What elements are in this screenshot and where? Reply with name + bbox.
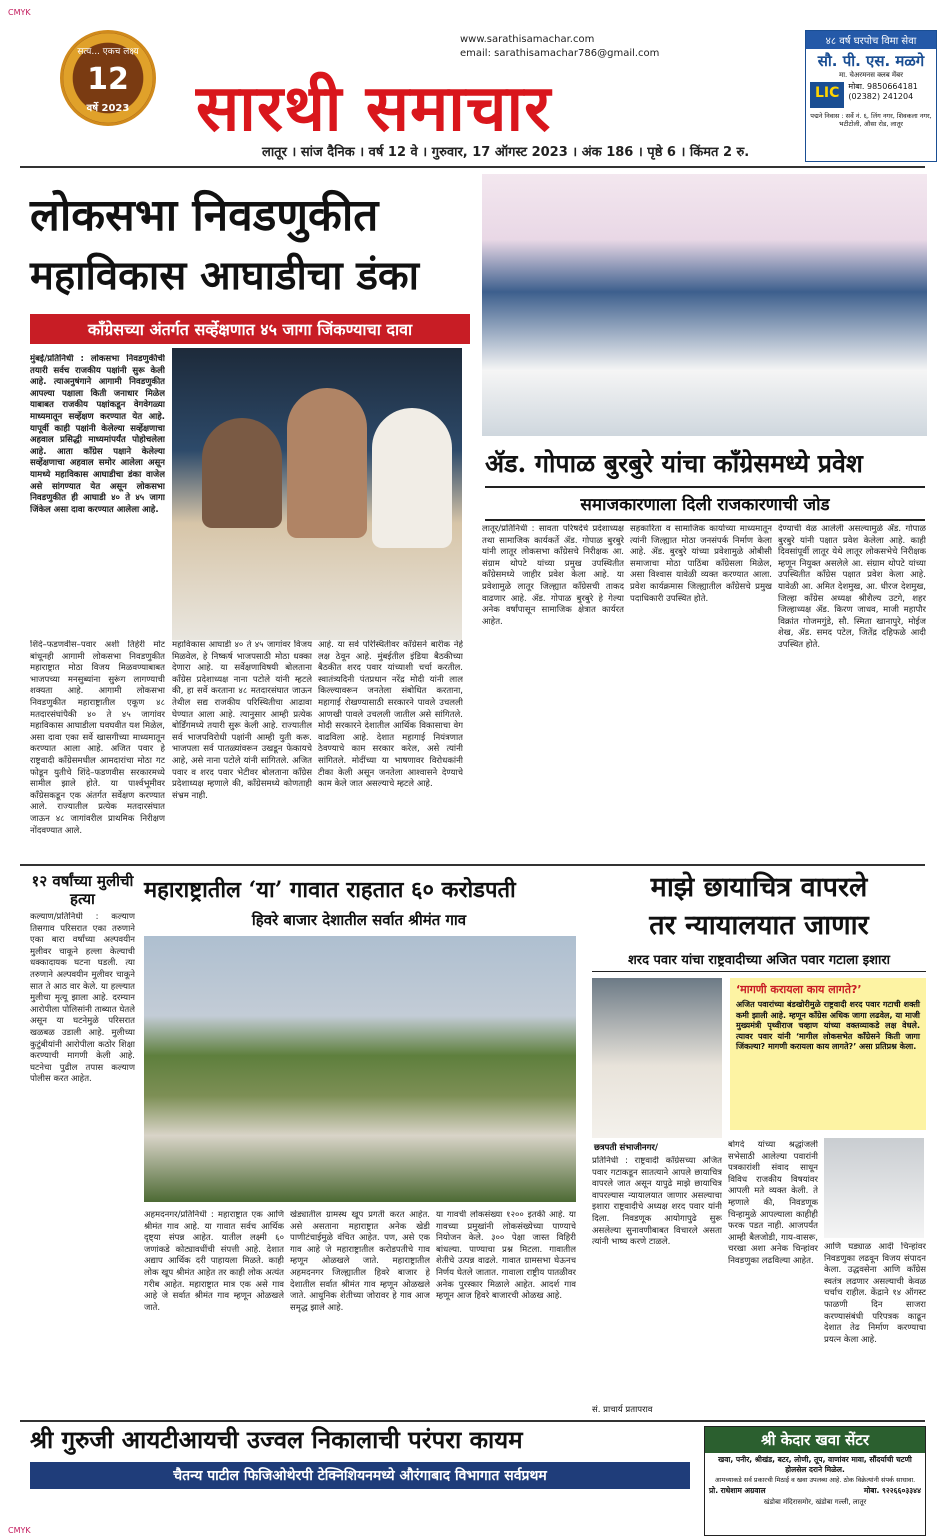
lead-headline-1: लोकसभा निवडणुकीत (30, 190, 379, 241)
crorepati-col-3: या गावची लोकसंख्या १२०० इतकी आहे. या गावच्या प्रमुखांनी लोकसंख्येच्या पाण्याचे नियोजन केले. ३०० पेक्षा जास्त विहिरी बांधल्या. पाण्याचा प्रश्न मिटला. गावातील शेतीचे उत्पन्न वाढले. गावात ग्रामसभा घेऊनच निर्णय घेतले जातात. गावाला राष्ट्रीय पातळीवर अनेक पुरस्कार मिळाले आहेत. आदर्श गाव म्हणून आज हिवरे बाजारची ओळख आहे. (436, 1210, 576, 1302)
crorepati-col-2: खेड्यातील ग्रामस्थ खूप प्रगती करत आहेत. असे असताना महाराष्ट्रात अनेक खेडी पाणीटंचाईमुळे वंचित आहेत. पण, असे एक गाव आहे जे महाराष्ट्रातील करोडपतीचे गाव म्हणून ओळखले जाते. महाराष्ट्रातील अहमदनगर जिल्ह्यातील हिवरे बाजार हे देशातील सर्वात श्रीमंत गाव म्हणून ओळखले जाते. आधुनिक शेतीच्या जोरावर हे गाव आज समृद्ध झाले आहे. (290, 1210, 430, 1313)
khava-note: आमच्याकडे सर्व प्रकारची मिठाई व खवा उपलब्ध आहे. ठोक विक्रेत्यांनी संपर्क साधावा. (714, 1476, 916, 1484)
lic-logo: LIC (810, 82, 844, 108)
lead-intro: मुंबई/प्रतिनिधी : लोकसभा निवडणुकीची तयारी सर्वच राजकीय पक्षांनी सुरू केली आहे. त्याअनुषंगाने आगामी निवडणुकीत आपल्या पक्षाला किती जनाधार मिळेल याबाबत राजकीय पक्षांकडून वेगवेगळ्या माध्यमातून सर्व्हेक्षण करण्यात येत आहे. यापूर्वी काही पक्षांनी केलेल्या सर्व्हेक्षणाचा अहवाल प्रसिद्धी माध्यमांपर्यंत पोहोचलेला आहे. आता काँग्रेस पक्षाने केलेल्या सर्व्हेक्षणाचा अहवाल समोर आलेला असून यामध्ये महाविकास आघाडीचा डंका वाजेल असे सांगण्यात येत असून लोकसभा निवडणुकीत ही आघाडी ४० ते ४५ जागा जिंकेल असा दावा करण्यात आलेला आहे. (30, 354, 165, 515)
badge-year: वर्षे 2023 (86, 103, 130, 114)
pawar-headline-1: माझे छायाचित्र वापरले (650, 872, 868, 903)
lic-ad-tagline: ४८ वर्ष घरपोच विमा सेवा (806, 31, 936, 49)
lead-col-3: आहे. या सर्व परिस्थितीवर काँग्रेसने बारीक नेहे लक्ष ठेवून आहे. मुंबईतील इंडिया बैठकीच्या बैठकीत शरद पवार यांच्याशी चर्चा करतील. स्वातंत्र्यदिनी पंतप्रधान नरेंद्र मोदी यांनी लाल किल्ल्यावरून जनतेला संबोधित करताना, महागाई रोखण्यासाठी सरकारने पावले उचलली आणखी पावले उचलली जातील असे सांगितले. मोदी सरकारने देशातील आर्थिक विकासाचा वेग वाढविला आहे. देशात महागाई नियंत्रणात ठेवण्याचे काम सरकार करेल, असे त्यांनी सांगितले. मोदींच्या या भाषणावर विरोधकांनी टीका केली असून जनतेला आश्वासने देण्याचे काम केले जात असल्याचे म्हटले आहे. (318, 640, 463, 790)
lead-subhead: काँग्रेसच्या अंतर्गत सर्व्हेक्षणात ४५ जागा जिंकण्याचा दावा (30, 314, 470, 344)
lead-headline-2: महाविकास आघाडीचा डंका (30, 252, 419, 299)
pawar-byline: सं. प्राचार्य प्रतापराव (592, 1405, 653, 1415)
lic-mobile: मोबा. 9850664181 (848, 82, 918, 91)
website-link[interactable]: www.sarathisamachar.com (460, 34, 595, 45)
leaders-photo (172, 348, 462, 640)
lic-phone: (02382) 241204 (848, 92, 914, 101)
pawar-quote-box (730, 978, 926, 1130)
pawar-photo-caption: छत्रपती संभाजीनगर/ (594, 1143, 659, 1153)
email-link[interactable]: email: sarathisamachar786@gmail.com (460, 48, 660, 59)
congress-event-photo (482, 174, 927, 436)
congress-col-3: देण्याची वेळ आलेली असल्यामुळे ॲड. गोपाळ बुरबुरे यांनी पक्षात प्रवेश केलेला आहे. काही दिवसांपूर्वी लातूर येथे लातूर लोकसभेचे निरीक्षक म्हणून नियुक्त असलेले आ. संग्राम थोपटे यांच्या उपस्थितीत काँग्रेस पक्षात प्रवेश केला आहे. यावेळी आ. अमित देशमुख, आ. धीरज देशमुख, जिल्हा काँग्रेस अध्यक्ष श्रीशैल्य उटगे, शहर जिल्हाध्यक्ष ॲड. किरण जाधव, माजी महापौर विक्रांत गोजमगुंडे, सौ. स्मिता खानापुरे, मोईज शेख, ॲड. समद पटेल, जितेंद्र दहिफळे आदी उपस्थित होते. (778, 524, 926, 650)
khava-prop: प्रो. राधेशाम अग्रवाल (709, 1486, 766, 1495)
khava-contact: मोबा. ९२२६६०३३४४ (863, 1486, 921, 1495)
badge-number: 12 (87, 62, 129, 97)
iti-headline: श्री गुरुजी आयटीआयची उज्वल निकालाची परंपरा कायम (30, 1425, 523, 1454)
cmyk-marker-bottom: CMYK (8, 1526, 31, 1535)
crorepati-col-1: अहमदनगर/प्रतिनिधी : महाराष्ट्रात एक आणि श्रीमंत गाव आहे. या गावात सर्वच आर्थिक दृष्ट्या संपन्न आहेत. यातील लक्ष्मी ६० जणांकडे कोट्यावधींची संपत्ती आहे. देशात अद्याप आर्थिक दरी पाहायला मिळते. काही लोक खूप श्रीमंत आहेत तर काही लोक अत्यंत गरीब आहेत. महाराष्ट्रात मात्र एक असे गाव आहे जे सर्वात श्रीमंत गाव म्हणून ओळखले जाते. (144, 1210, 284, 1313)
badge-tagline: सत्य... एकच लक्ष्य (77, 47, 139, 57)
lic-ad-name: सौ. पी. एस. मळगे (817, 52, 925, 70)
congress-headline: ॲड. गोपाळ बुरबुरे यांचा काँग्रेसमध्ये प्रवेश (485, 449, 863, 478)
congress-col-2: सहकारिता व सामाजिक कार्याच्या माध्यमातून त्यांनी जिल्ह्यात मोठा जनसंपर्क निर्माण केला आहे. ॲड. बुरबुरे यांच्या प्रवेशामुळे ओबीसी समाजाचा मोठा पाठिंबा काँग्रेसला मिळेल, असा विश्वास यावेळी व्यक्त करण्यात आला. प्रवेश कार्यक्रमास जिल्ह्यातील काँग्रेसचे प्रमुख पदाधिकारी उपस्थित होते. (630, 524, 772, 604)
dateline: लातूर । सांज दैनिक । वर्ष 12 वे । गुरुवार, 17 ऑगस्ट 2023 । अंक 186 । पृष्ठे 6 । किंमत 2 रु. (262, 145, 750, 160)
pawar-col-2: बोगदे यांच्या श्रद्धांजली सभेसाठी आलेल्या पवारांनी पत्रकारांशी संवाद साधून विविध राजकीय विषयांवर आपली मते व्यक्त केली. ते म्हणाले की, निवडणूक चिन्हामुळे आपल्याला काहीही फरक पडत नाही. आजपर्यंत आम्ही बैलजोडी, गाय-वासरू, चरखा अशा अनेक चिन्हांवर निवडणुका लढविल्या आहेत. (728, 1140, 818, 1266)
ajit-pawar-photo (824, 1138, 924, 1238)
khava-address: खंडोबा मंदिरासमोर, खंडोबा गल्ली, लातूर (763, 1498, 867, 1506)
pawar-quote-body: अजित पवारांच्या बंडखोरीमुळे राष्ट्रवादी शरद पवार गटाची शक्ती कमी झाली आहे. म्हणून काँग्रेस अधिक जागा लढवेल, या माजी मुख्यमंत्री पृथ्वीराज चव्हाण यांच्या वक्तव्याकडे लक्ष वेधले. त्यावर पवार यांनी ‘मागील लोकसभेत काँग्रेसने किती जागा जिंकल्या? मागणी करायला काय लागते?’ असा प्रतिप्रश्न केला. (736, 1000, 920, 1051)
crorepati-headline: महाराष्ट्रातील ‘या’ गावात राहतात ६० करोडपती (144, 877, 516, 903)
sharad-pawar-photo (592, 978, 722, 1138)
murder-headline: १२ वर्षांच्या मुलीची हत्या (31, 872, 134, 908)
pawar-col-1: प्रतिनिधी : राष्ट्रवादी काँग्रेसच्या अजित पवार गटाकडून सातत्याने आपले छायाचित्र वापरले जात असून यापुढे माझे छायाचित्र वापरल्यास न्यायालयात जाणार असल्याचा इशारा राष्ट्रवादीचे अध्यक्ष शरद पवार यांनी दिला. निवडणूक आयोगापुढे सुरू असलेल्या सुनावणीबाबत विचारले असता त्यांनी भाष्य करणे टाळले. (592, 1156, 722, 1248)
lead-col-2: महाविकास आघाडी ४० ते ४५ जागांवर विजय मिळवेल, हे निष्कर्ष भाजपसाठी मोठा धक्का देणारा आहे. या सर्वेक्षणाविषयी बोलताना काँग्रेस प्रदेशाध्यक्ष नाना पटोले यांनी म्हटले की, हा सर्वे करताना ४८ मतदारसंघात जाऊन तेथील सद्य राजकीय परिस्थितीचा आढावा घेण्यात आला आहे. त्यानुसार आम्ही प्रत्येक बोर्डिंगमध्ये तयारी सुरू केली आहे. राज्यातील सर्व भाजपविरोधी पक्षांनी आम्ही युती करू. भाजपला सर्व पातळ्यांवरून उखडून फेकायचे आहे, असे नाना पटोले यांनी सांगितले. अजित पवार व शरद पवार भेटीवर बोलताना काँग्रेस प्रदेशाध्यक्ष म्हणाले की, काँग्रेसमध्ये कोणताही संभ्रम नाही. (172, 640, 312, 801)
pawar-subhead: शरद पवार यांचा राष्ट्रवादीच्या अजित पवार गटाला इशारा (592, 950, 926, 972)
crorepati-subhead: हिवरे बाजार देशातील सर्वात श्रीमंत गाव (251, 911, 467, 929)
lic-ad (805, 30, 937, 162)
village-photo (144, 936, 576, 1202)
lic-address: पद्मने निवास : सर्वे नं. ६, लिंग नगर, शिवकला नगर, भटीटोली, औसा रोड, लातूर (810, 112, 932, 128)
pawar-quote-title: ‘मागणी करायला काय लागते?’ (736, 983, 862, 996)
khava-ad (704, 1426, 926, 1536)
iti-subhead: चैतन्य पाटील फिजिओथेरपी टेक्निशियनमध्ये औरंगाबाद विभागात सर्वप्रथम (30, 1462, 690, 1489)
pawar-headline-2: तर न्यायालयात जाणार (649, 910, 869, 941)
pawar-col-3: आणि घड्याळ आदी चिन्हांवर निवडणुका लढवून विजय संपादन केला. उद्धवसेना आणि काँग्रेस स्वतंत्र लढणार असल्याची केवळ चर्चाच राहील. केंद्राने १४ ऑगस्ट फाळणी दिन साजरा करण्यासंबंधी परिपत्रक काढून देशात तेढ निर्माण करण्याचा प्रयत्न केला आहे. (824, 1242, 926, 1345)
cmyk-marker-top: CMYK (8, 8, 31, 17)
murder-body: कल्याण/प्रतिनिधी : कल्याण तिसगाव परिसरात एका तरुणाने एका बारा वर्षांच्या अल्पवयीन मुलीवर चाकूने हल्ला केल्याची धक्कादायक घटना घडली. त्या तरुणाने अल्पवयीन मुलीवर चाकूने सात ते आठ वार केले. या हल्ल्यात मुलीचा मृत्यू झाला आहे. दरम्यान आरोपीला पोलिसांनी ताब्यात घेतले असून या घटनेमुळे परिसरात खळबळ उडाली आहे. मुलीच्या कुटुंबीयांनी आरोपीला कठोर शिक्षा करण्याची मागणी केली आहे. घटनेचा पुढील तपास कल्याण पोलीस करत आहेत. (30, 912, 135, 1085)
masthead-rule (20, 166, 925, 168)
lic-ad-role: मा. चेअरमनस क्लब मेंबर (839, 71, 903, 79)
newspaper-title: सारथी समाचार (196, 71, 552, 146)
congress-subhead: समाजकारणाला दिली राजकारणाची जोड (485, 486, 925, 521)
congress-col-1: लातूर/प्रतिनिधी : सावता परिषदेचे प्रदेशाध्यक्ष तथा सामाजिक कार्यकर्ते ॲड. गोपाळ बुरबुरे यांनी लातूर लोकसभा काँग्रेसचे निरीक्षक आ. संग्राम थोपटे यांच्या प्रमुख उपस्थितीत काँग्रेसमध्ये जाहीर प्रवेश केला आहे. या प्रवेशामुळे लातूर जिल्ह्यात काँग्रेसची ताकद वाढणार आहे. ॲड. गोपाळ बुरबुरे हे गेल्या अनेक वर्षांपासून सामाजिक क्षेत्रात कार्यरत आहेत. (482, 524, 624, 627)
khava-items: खवा, पनीर, श्रीखंड, बटर, लोणी, तूप, वाणांवर मावा, सौंदर्याची चटणी होलसेल दराने मिळेल. (718, 1455, 912, 1474)
khava-title: श्री केदार खवा सेंटर (705, 1427, 925, 1453)
lead-col-1: शिंदे–फडणवीस–पवार अशी तिहेरी मोट बांधूनही आगामी लोकसभा निवडणुकीत महाराष्ट्रात मोठा विजय मिळवण्याबाबत भाजपच्या मनसुब्यांना सुरूंग लागण्याची शक्यता आहे. आगामी लोकसभा निवडणुकीत महाराष्ट्रातील एकूण ४८ मतदारसंघांपैकी ४० ते ४५ जागांवर महाविकास आघाडीला घवघवीत यश मिळेल, असा दावा एका सर्वे खासगीच्या माध्यमातून करण्यात आला आहे. अजित पवार हे राष्ट्रवादी काँग्रेसमधील आमदारांचा मोठा गट फोडून युतीचे शिंदे–फडणवीस सरकारमध्ये सामील झाले होते. या पार्श्वभूमीवर काँग्रेसकडून एक अंतर्गत सर्वेक्षण करण्यात आले. राज्यातील प्रत्येक मतदारसंघात जाऊन ४८ जागांवरील प्राथमिक निरीक्षण नोंदवण्यात आले. (30, 640, 165, 836)
section-rule-1 (20, 864, 925, 866)
